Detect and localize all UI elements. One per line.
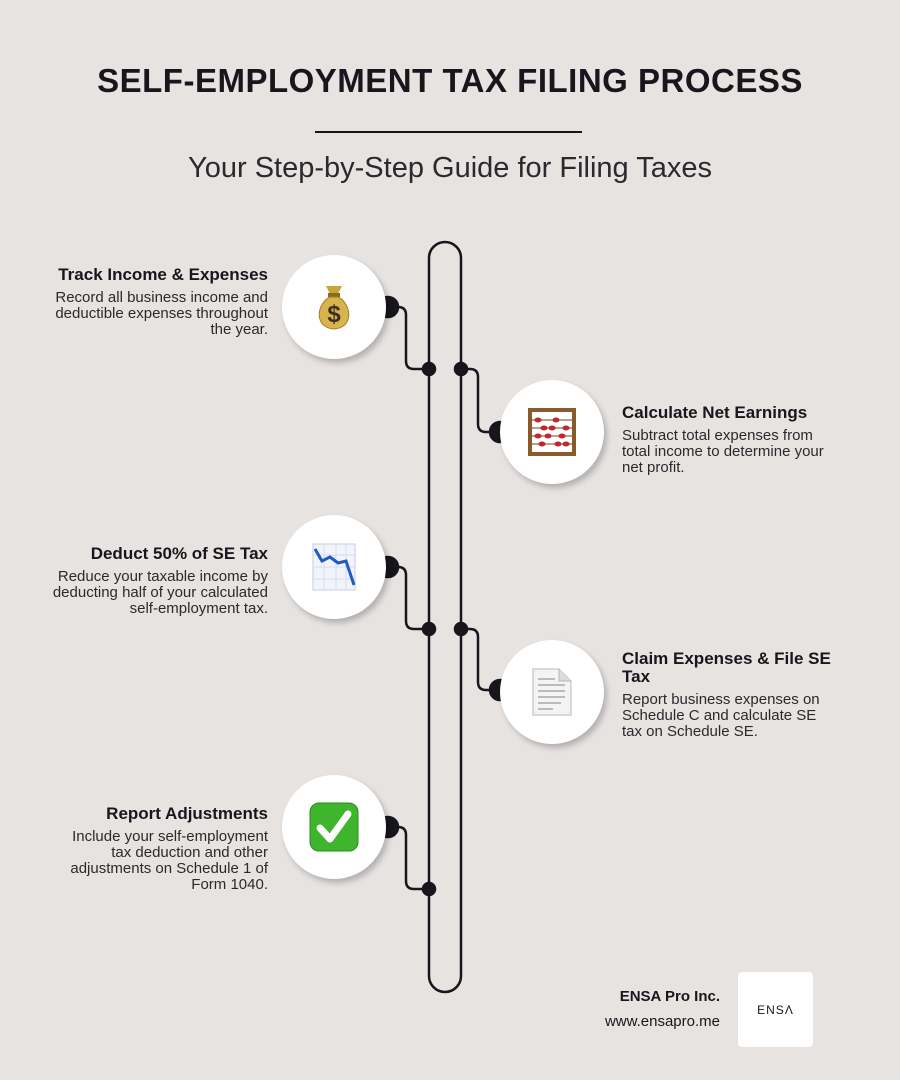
step-title: Deduct 50% of SE Tax (90, 544, 268, 563)
step-4 (622, 650, 832, 740)
check-mark-icon (309, 802, 359, 852)
step-2-icon-circle (500, 380, 604, 484)
abacus-icon (528, 408, 576, 456)
step-title: Claim Expenses & File SE Tax (622, 649, 831, 686)
money-bag-icon (312, 282, 356, 332)
step-5-icon-circle (282, 775, 386, 879)
connector-5 (378, 817, 435, 895)
step-5 (48, 805, 268, 893)
step-2 (622, 404, 842, 476)
step-title: Track Income & Expenses (58, 265, 268, 284)
svg-text:$: $ (327, 301, 341, 328)
step-title: Calculate Net Earnings (622, 403, 808, 422)
step-description: Include your self-employment tax deduction and other adjustments on Schedule 1 of Form 1040. (70, 828, 268, 893)
step-4-icon-circle (500, 640, 604, 744)
company-logo: ENSΛ (738, 972, 813, 1047)
page-subtitle: Your Step-by-Step Guide for Filing Taxes (188, 152, 712, 184)
step-1-icon-circle (282, 255, 386, 359)
company-url[interactable]: www.ensapro.me (604, 1013, 720, 1030)
step-description: Reduce your taxable income by deducting half of your calculated self-employment tax. (52, 568, 268, 617)
step-3-icon-circle (282, 515, 386, 619)
step-description: Subtract total expenses from total income to determine your net profit. (622, 427, 824, 476)
chart-decreasing-icon (312, 543, 356, 591)
step-1 (48, 266, 268, 338)
timeline-track (429, 242, 461, 992)
connector-3 (378, 557, 435, 635)
step-description: Record all business income and deductible expenses throughout the year. (55, 289, 268, 338)
connector-1 (378, 297, 435, 375)
step-description: Report business expenses on Schedule C and calculate SE tax on Schedule SE. (622, 691, 820, 740)
document-icon (531, 667, 573, 717)
step-3 (48, 545, 268, 617)
company-name: ENSA Pro Inc. (619, 988, 720, 1005)
page-title: SELF-EMPLOYMENT TAX FILING PROCESS (97, 62, 803, 99)
step-title: Report Adjustments (106, 804, 268, 823)
